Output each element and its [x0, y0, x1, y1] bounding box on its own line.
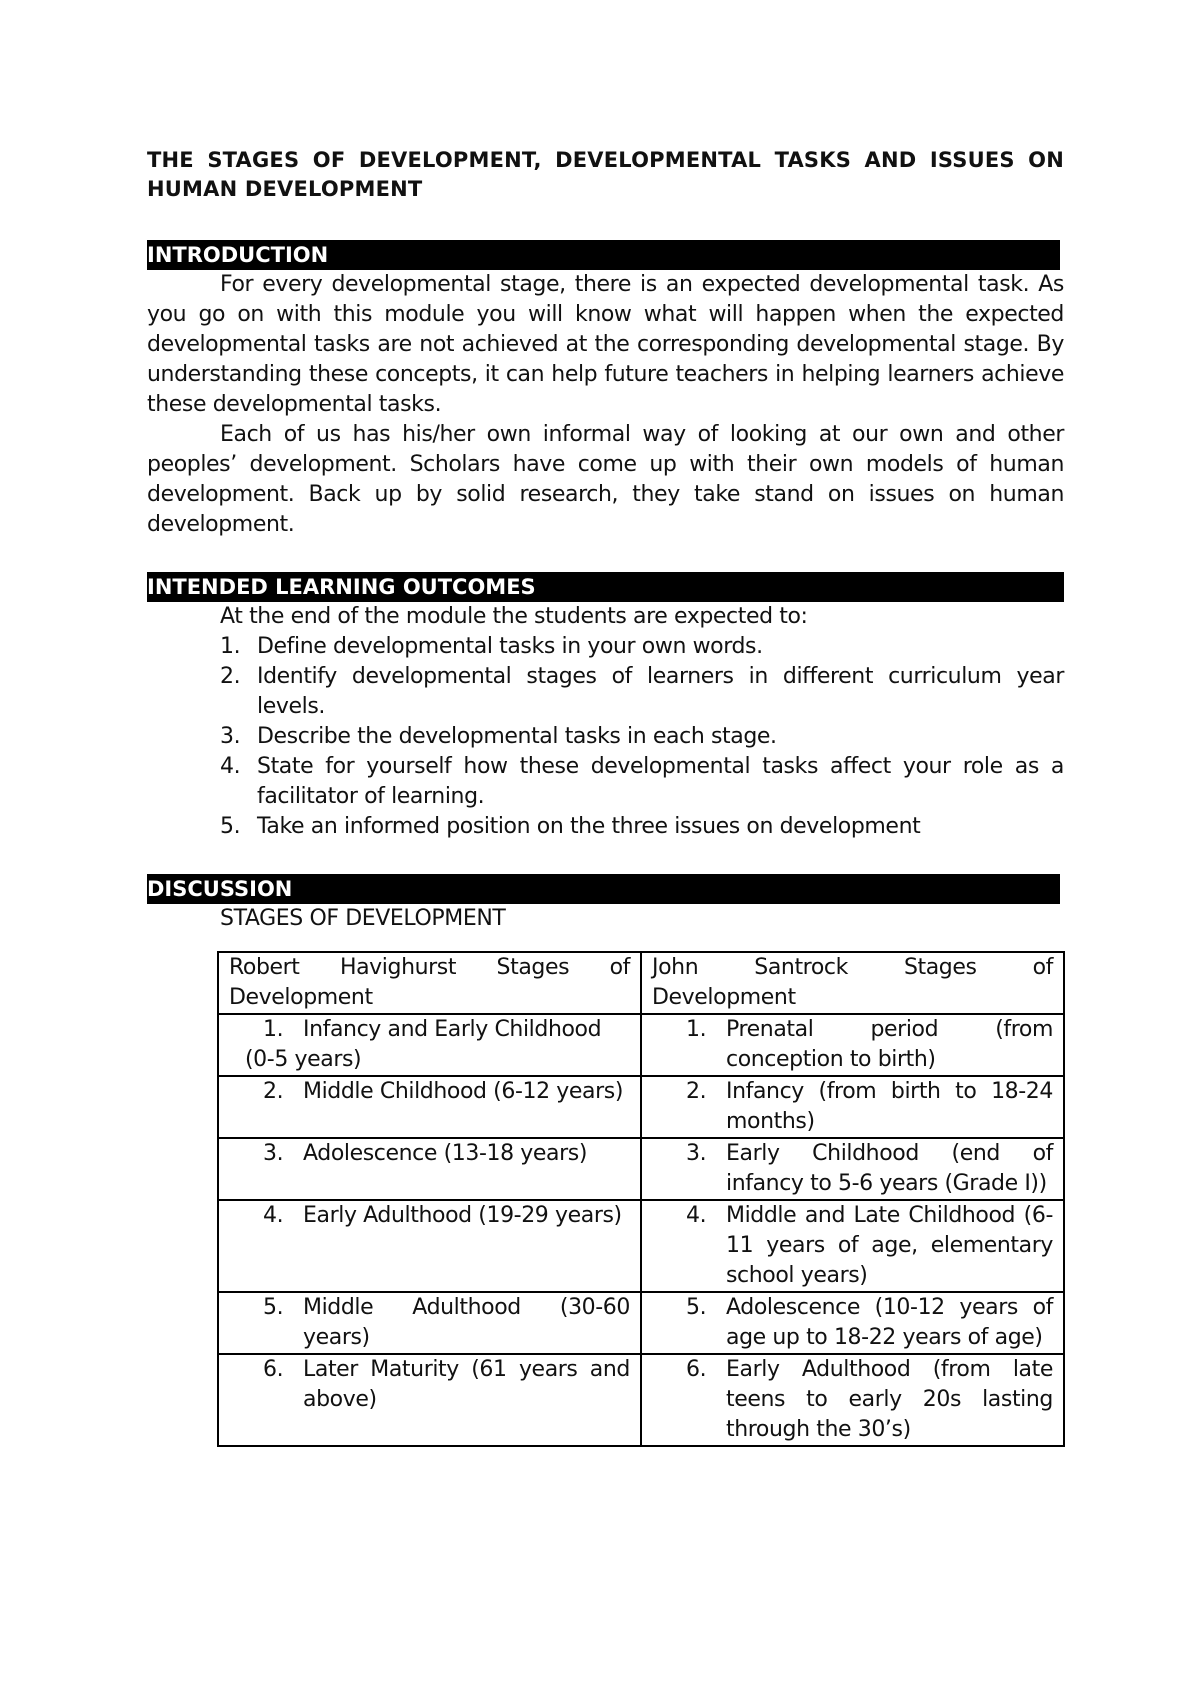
outcomes-list — [147, 632, 1064, 842]
table-row — [218, 1014, 1064, 1076]
table-cell — [218, 1138, 641, 1200]
introduction-paragraph-1: For every developmental stage, there is an expected developmental task. As you go on with this module you will know what will happen when the expected developmental tasks are not achieved at the corresponding developmental stage. By understanding these concepts, it can help future teachers in helping learners achieve these developmental tasks. — [147, 272, 1064, 417]
stages-table — [217, 951, 1065, 1447]
discussion-subheading: STAGES OF DEVELOPMENT — [220, 906, 506, 931]
cell-text: Infancy and Early Childhood — [303, 1017, 602, 1042]
cell-number: 6. — [686, 1357, 707, 1382]
cell-number: 1. — [686, 1017, 707, 1042]
outcomes-lead: At the end of the module the students are expected to: — [220, 604, 808, 629]
table-row — [218, 1200, 1064, 1292]
table-cell — [218, 1200, 641, 1292]
cell-number: 5. — [263, 1295, 284, 1320]
cell-text: Early Adulthood (19-29 years) — [303, 1203, 622, 1228]
cell-subtext: (0-5 years) — [245, 1047, 362, 1072]
list-item — [147, 662, 1064, 722]
list-text: Define developmental tasks in your own words. — [257, 634, 763, 659]
cell-text: Early Adulthood (from late teens to early 20s lasting through the 30’s) — [726, 1357, 1053, 1442]
cell-text: Later Maturity (61 years and above) — [303, 1357, 630, 1412]
cell-number: 2. — [686, 1079, 707, 1104]
cell-text: Infancy (from birth to 18-24 months) — [726, 1079, 1053, 1134]
list-item — [147, 722, 1064, 752]
document-title: THE STAGES OF DEVELOPMENT, DEVELOPMENTAL TASKS AND ISSUES ON HUMAN DEVELOPMENT — [147, 148, 1064, 201]
cell-number: 6. — [263, 1357, 284, 1382]
cell-number: 4. — [263, 1203, 284, 1228]
cell-text: Adolescence (13-18 years) — [303, 1141, 588, 1166]
cell-number: 3. — [686, 1141, 707, 1166]
list-number: 2. — [220, 664, 241, 689]
cell-number: 4. — [686, 1203, 707, 1228]
cell-text: Middle and Late Childhood (6-11 years of age, elementary school years) — [726, 1203, 1053, 1288]
cell-number: 5. — [686, 1295, 707, 1320]
list-number: 5. — [220, 814, 241, 839]
table-header-santrock: John Santrock Stages of Development — [641, 952, 1064, 1014]
list-text: State for yourself how these developmental tasks affect your role as a facilitator of learning. — [257, 754, 1064, 809]
cell-text: Adolescence (10-12 years of age up to 18-22 years of age) — [726, 1295, 1053, 1350]
table-row — [218, 1292, 1064, 1354]
discussion-heading: DISCUSSION — [147, 874, 1060, 904]
cell-number: 3. — [263, 1141, 284, 1166]
cell-text: Prenatal period (from conception to birth) — [726, 1017, 1053, 1072]
table-cell — [641, 1292, 1064, 1354]
table-cell — [641, 1138, 1064, 1200]
list-item — [147, 632, 1064, 662]
document-content — [147, 146, 1064, 934]
table-header-havighurst: Robert Havighurst Stages of Development — [218, 952, 641, 1014]
table-header-row — [218, 952, 1064, 1014]
cell-number: 1. — [263, 1017, 284, 1042]
list-text: Describe the developmental tasks in each stage. — [257, 724, 777, 749]
table-cell — [641, 1200, 1064, 1292]
list-number: 4. — [220, 754, 241, 779]
table-row — [218, 1354, 1064, 1446]
table-row — [218, 1138, 1064, 1200]
table-cell — [218, 1014, 641, 1076]
introduction-paragraph-2: Each of us has his/her own informal way of looking at our own and other peoples’ development. Scholars have come up with their own models of human development. Back up by solid research, they take stand on issues on human development. — [147, 422, 1064, 537]
cell-text: Middle Childhood (6-12 years) — [303, 1079, 624, 1104]
list-number: 3. — [220, 724, 241, 749]
list-text: Take an informed position on the three issues on development — [257, 814, 921, 839]
table-row — [218, 1076, 1064, 1138]
cell-text: Early Childhood (end of infancy to 5-6 years (Grade I)) — [726, 1141, 1053, 1196]
list-number: 1. — [220, 634, 241, 659]
cell-text: Middle Adulthood (30-60 years) — [303, 1295, 630, 1350]
outcomes-heading: INTENDED LEARNING OUTCOMES — [147, 572, 1064, 602]
table-cell — [218, 1076, 641, 1138]
table-cell — [641, 1076, 1064, 1138]
table-cell — [218, 1354, 641, 1446]
list-item — [147, 812, 1064, 842]
introduction-heading: INTRODUCTION — [147, 240, 1060, 270]
list-item — [147, 752, 1064, 812]
list-text: Identify developmental stages of learners in different curriculum year levels. — [257, 664, 1064, 719]
cell-number: 2. — [263, 1079, 284, 1104]
table-cell — [641, 1354, 1064, 1446]
table-cell — [641, 1014, 1064, 1076]
table-cell — [218, 1292, 641, 1354]
